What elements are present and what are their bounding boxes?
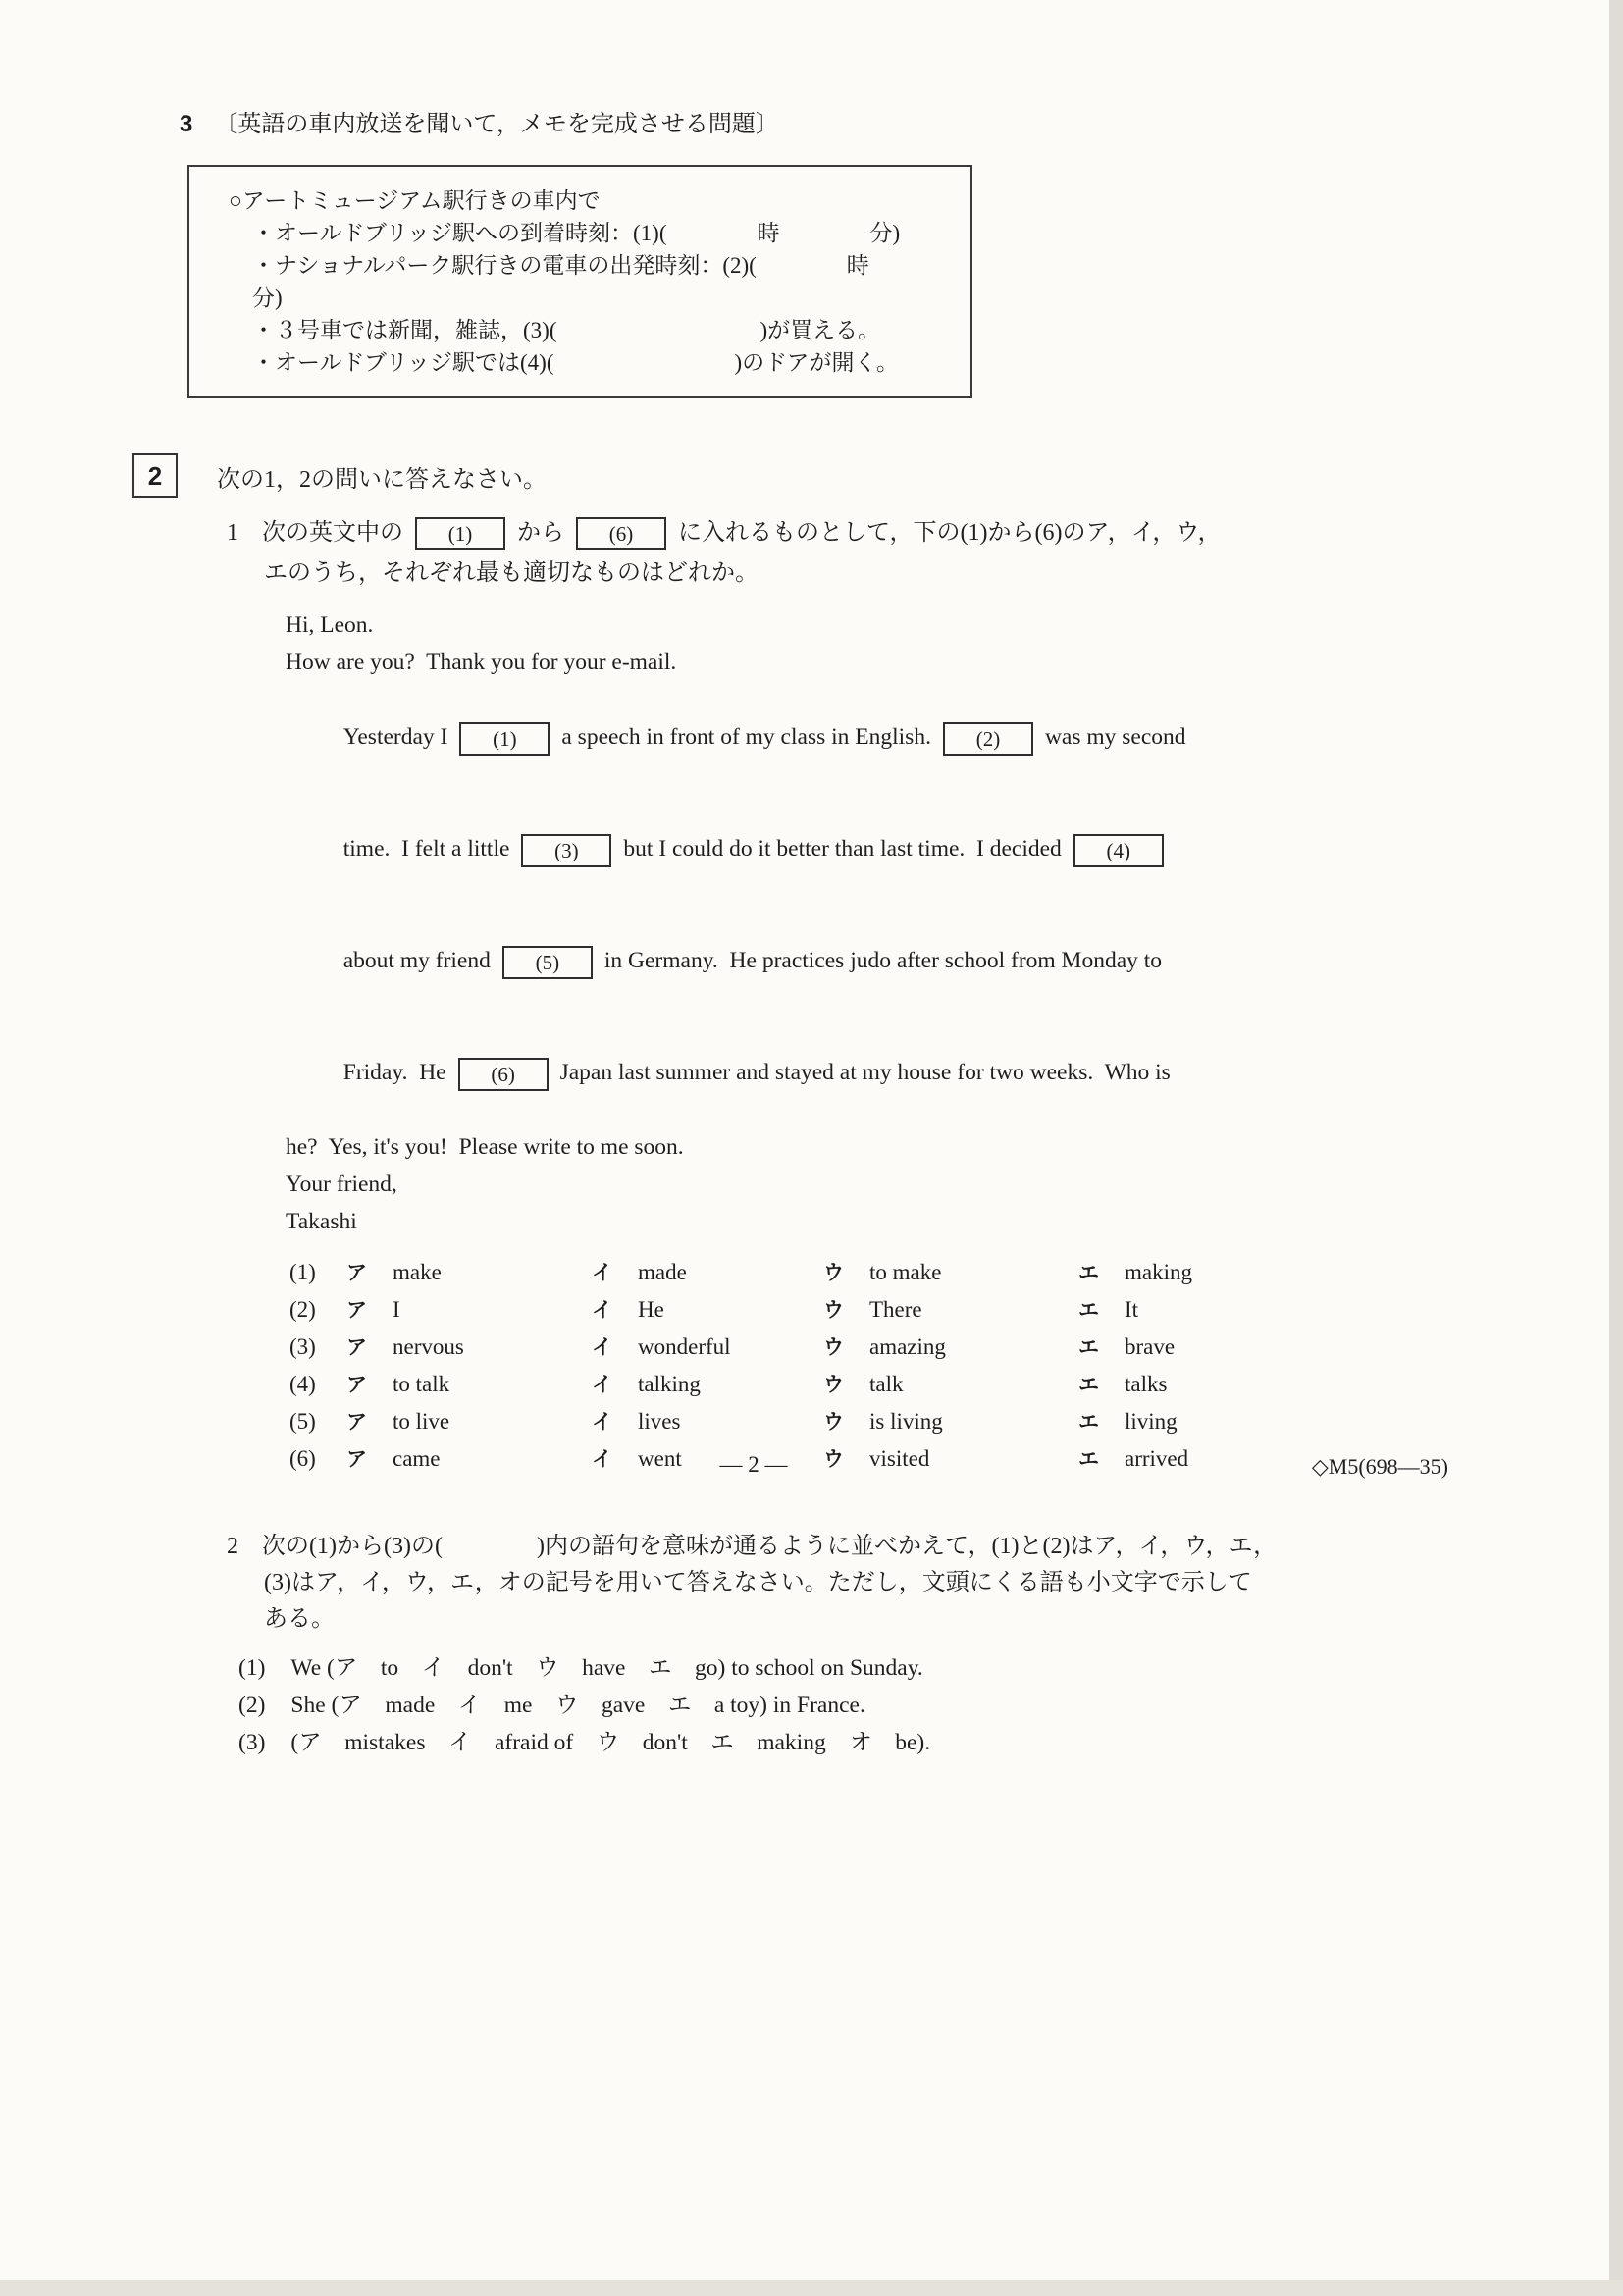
choice-kana: イ <box>592 1299 612 1322</box>
option-choice <box>346 1366 592 1403</box>
item-text: (ア mistakes イ afraid of ウ don't エ making オ be). <box>290 1730 931 1755</box>
choice-kana: ウ <box>823 1374 844 1396</box>
choice-word: There <box>869 1297 922 1322</box>
letter-text: Japan last summer and stayed at my house for two weeks. Who is <box>559 1060 1171 1085</box>
choice-kana: ウ <box>823 1448 844 1471</box>
choice-word: amazing <box>869 1334 946 1359</box>
letter-text: Yesterday I <box>342 724 448 750</box>
letter-text: a speech in front of my class in English. <box>561 724 931 750</box>
blank-box-6: (6) <box>458 1058 549 1091</box>
letter-line-2 <box>286 793 1455 905</box>
choice-word: made <box>638 1260 687 1284</box>
option-choice <box>346 1403 592 1440</box>
option-choice <box>1078 1403 1455 1440</box>
choice-kana: イ <box>592 1262 612 1284</box>
choice-word: visited <box>869 1446 930 1471</box>
letter-text: in Germany. He practices judo after school from Monday to <box>603 948 1163 973</box>
option-row-5 <box>289 1403 1455 1440</box>
rearrange-item-1 <box>238 1649 1455 1687</box>
q1-lead-line2: エのうち，それぞれ最も適切なものはどれか。 <box>264 560 759 586</box>
option-choice <box>823 1329 1078 1366</box>
choice-kana: イ <box>592 1336 612 1359</box>
choice-word: talking <box>638 1372 701 1396</box>
option-choice <box>823 1366 1078 1403</box>
choice-kana: ア <box>346 1374 367 1396</box>
option-choice <box>346 1329 592 1366</box>
letter-text: time. I felt a little <box>342 836 510 861</box>
letter-text: about my friend <box>342 948 491 973</box>
listening-memo-box <box>187 165 972 398</box>
option-choice <box>823 1291 1078 1329</box>
scan-edge-right <box>1609 0 1623 2296</box>
option-number: (5) <box>289 1409 316 1434</box>
memo-line-car3: ・３号車では新聞，雑誌，(3)( )が買える。 <box>252 318 881 342</box>
blank-box-4: (4) <box>1073 834 1164 867</box>
choice-word: wonderful <box>638 1334 731 1359</box>
letter-text: Friday. He <box>342 1060 446 1085</box>
q1-options <box>289 1254 1455 1478</box>
q2-lead-line2: (3)はア，イ，ウ，エ，オの記号を用いて答えなさい。ただし，文頭にくる語も小文字で示して <box>264 1570 1252 1595</box>
choice-kana: エ <box>1078 1448 1099 1471</box>
choice-kana: イ <box>592 1448 612 1471</box>
choice-word: lives <box>638 1409 681 1434</box>
option-choice <box>592 1403 823 1440</box>
choice-kana: エ <box>1078 1374 1099 1396</box>
choice-kana: ア <box>346 1262 367 1284</box>
section2-intro: 次の1，2の問いに答えなさい。 <box>217 466 547 493</box>
page-content <box>147 110 1455 1761</box>
memo-line-arrival: ・オールドブリッジ駅への到着時刻：(1)( 時 分) <box>252 221 901 245</box>
choice-kana: ウ <box>823 1262 844 1284</box>
letter-text: was my second <box>1044 724 1186 750</box>
choice-kana: ア <box>346 1448 367 1471</box>
option-choice <box>592 1254 823 1291</box>
option-number: (1) <box>289 1260 316 1284</box>
rearrange-item-2 <box>238 1687 1455 1724</box>
choice-kana: エ <box>1078 1411 1099 1434</box>
choice-word: making <box>1125 1260 1192 1284</box>
letter-opening: How are you? Thank you for your e-mail. <box>286 650 677 675</box>
choice-word: went <box>638 1446 682 1471</box>
choice-kana: ア <box>346 1411 367 1434</box>
choice-word: talks <box>1125 1372 1168 1396</box>
item-text: We (ア to イ don't ウ have エ go) to school on Sunday. <box>290 1655 923 1681</box>
letter-line-1 <box>286 681 1455 793</box>
section3-title: 〔英語の車内放送を聞いて，メモを完成させる問題〕 <box>214 111 779 137</box>
option-choice <box>1078 1366 1455 1403</box>
letter-line-5: he? Yes, it's you! Please write to me soon. <box>286 1134 684 1160</box>
option-number: (2) <box>289 1297 316 1322</box>
option-choice <box>346 1254 592 1291</box>
choice-kana: ウ <box>823 1336 844 1359</box>
letter-text: but I could do it better than last time. I decided <box>623 836 1062 861</box>
option-choice <box>346 1291 592 1329</box>
page-number: — 2 — <box>719 1452 788 1477</box>
q1-blank-box-first: (1) <box>415 517 505 550</box>
choice-word: is living <box>869 1409 943 1434</box>
option-number: (3) <box>289 1334 316 1359</box>
letter-line-3 <box>286 905 1455 1017</box>
q1-blank-box-last: (6) <box>576 517 666 550</box>
choice-kana: エ <box>1078 1262 1099 1284</box>
choice-word: brave <box>1125 1334 1176 1359</box>
blank-box-1: (1) <box>459 722 550 756</box>
letter-signature: Takashi <box>286 1209 357 1234</box>
choice-word: I <box>393 1297 400 1322</box>
option-row-3 <box>289 1329 1455 1366</box>
item-number: (1) <box>238 1655 266 1681</box>
choice-kana: ア <box>346 1299 367 1322</box>
choice-kana: エ <box>1078 1336 1099 1359</box>
choice-word: to live <box>393 1409 450 1434</box>
section2-header <box>132 453 1455 498</box>
section3-number: 3 <box>180 111 193 137</box>
blank-box-3: (3) <box>521 834 611 867</box>
option-choice <box>823 1254 1078 1291</box>
blank-box-5: (5) <box>502 946 593 979</box>
option-choice <box>592 1291 823 1329</box>
item-number: (3) <box>238 1730 266 1755</box>
blank-box-2: (2) <box>943 722 1033 756</box>
choice-word: talk <box>869 1372 904 1396</box>
choice-kana: イ <box>592 1374 612 1396</box>
q1-lead-c: に入れるものとして，下の(1)から(6)のア，イ，ウ， <box>678 520 1222 546</box>
choice-word: living <box>1125 1409 1178 1434</box>
letter-line-4 <box>286 1017 1455 1128</box>
q2-items <box>238 1649 1455 1761</box>
choice-word: to talk <box>393 1372 450 1396</box>
option-choice <box>592 1366 823 1403</box>
letter-closing: Your friend, <box>286 1172 397 1197</box>
option-choice <box>592 1329 823 1366</box>
letter-salutation: Hi, Leon. <box>286 612 374 638</box>
choice-word: nervous <box>393 1334 464 1359</box>
choice-word: came <box>393 1446 441 1471</box>
choice-word: arrived <box>1125 1446 1189 1471</box>
question2 <box>227 1529 1455 1638</box>
item-text: She (ア made イ me ウ gave エ a toy) in France. <box>290 1693 865 1718</box>
choice-word: It <box>1125 1297 1139 1322</box>
q2-lead-line1: 2 次の(1)から(3)の( )内の語句を意味が通るように並べかえて，(1)と(2)はア，イ，ウ，エ， <box>227 1534 1278 1559</box>
option-number: (6) <box>289 1446 316 1471</box>
choice-word: make <box>393 1260 442 1284</box>
choice-kana: ウ <box>823 1411 844 1434</box>
choice-word: He <box>638 1297 664 1322</box>
q1-lead-b: から <box>517 520 564 546</box>
q2-lead-line3: ある。 <box>264 1606 335 1632</box>
memo-line-doors: ・オールドブリッジ駅では(4)( )のドアが開く。 <box>252 350 899 375</box>
option-choice <box>1078 1254 1455 1291</box>
option-choice <box>1078 1291 1455 1329</box>
scan-edge-bottom <box>0 2280 1623 2296</box>
option-row-4 <box>289 1366 1455 1403</box>
listening-section-heading <box>180 110 1455 139</box>
option-number: (4) <box>289 1372 316 1396</box>
option-row-1 <box>289 1254 1455 1291</box>
choice-word: to make <box>869 1260 942 1284</box>
letter-body <box>286 606 1455 1240</box>
choice-kana: ア <box>346 1336 367 1359</box>
option-choice <box>1078 1329 1455 1366</box>
section2-number-box: 2 <box>132 453 178 498</box>
document-code: ◇M5(698—35) <box>1311 1454 1448 1479</box>
q1-lead-line1 <box>227 512 1455 554</box>
q1-lead-a: 1 次の英文中の <box>227 520 403 546</box>
choice-kana: ウ <box>823 1299 844 1322</box>
option-choice <box>823 1403 1078 1440</box>
option-row-2 <box>289 1291 1455 1329</box>
choice-kana: エ <box>1078 1299 1099 1322</box>
choice-kana: イ <box>592 1411 612 1434</box>
question1 <box>227 512 1455 1478</box>
rearrange-item-3 <box>238 1724 1455 1761</box>
item-number: (2) <box>238 1693 266 1718</box>
memo-line-departure: ・ナショナルパーク駅行きの電車の出発時刻：(2)( 時 分) <box>252 253 960 310</box>
memo-title: ○アートミュージアム駅行きの車内で <box>229 188 601 213</box>
